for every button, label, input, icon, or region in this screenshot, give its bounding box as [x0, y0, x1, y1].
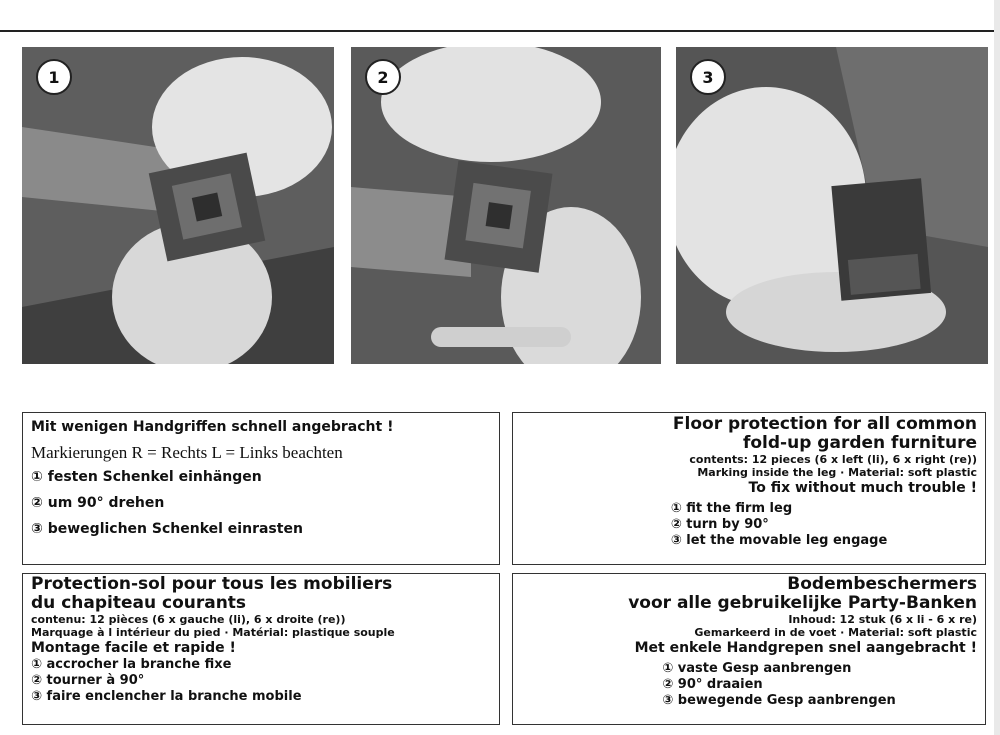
dutch-contents: Inhoud: 12 stuk (6 x li - 6 x re) — [788, 613, 977, 626]
english-steps — [671, 501, 888, 549]
german-title: Mit wenigen Handgriffen schnell angebracht ! — [31, 419, 394, 435]
french-step-1: ① accrocher la branche fixe — [31, 657, 232, 672]
english-subtitle: To fix without much trouble ! — [748, 480, 977, 496]
step-photo-3 — [676, 47, 988, 364]
english-step-3: ③ let the movable leg engage — [670, 533, 888, 548]
german-step-3: ③ beweglichen Schenkel einrasten — [31, 521, 303, 537]
french-contents: contenu: 12 pièces (6 x gauche (li), 6 x droite (re)) — [31, 613, 346, 626]
dutch-step-1: ① vaste Gesp aanbrengen — [662, 661, 852, 676]
dutch-subtitle: Met enkele Handgrepen snel aangebracht ! — [634, 640, 977, 656]
german-marking-note: Markierungen R = Rechts L = Links beachten — [31, 443, 343, 462]
step-number-3: 3 — [690, 59, 726, 95]
photo-3-illustration — [676, 47, 988, 364]
dutch-title-line-1: Bodembeschermers — [787, 574, 977, 594]
dutch-title-line-2: voor alle gebruikelijke Party-Banken — [628, 593, 977, 613]
dutch-steps — [662, 661, 896, 709]
english-contents: contents: 12 pieces (6 x left (li), 6 x right (re)) — [689, 453, 977, 466]
french-step-2: ② tourner à 90° — [31, 673, 145, 688]
french-instructions — [22, 573, 500, 725]
english-title-line-2: fold-up garden furniture — [742, 433, 977, 453]
french-title-line-2: du chapiteau courants — [31, 593, 247, 613]
step-number-2: 2 — [365, 59, 401, 95]
english-instructions — [512, 412, 986, 565]
german-instructions — [22, 412, 500, 565]
step-photo-1 — [22, 47, 334, 364]
french-marking: Marquage à l intérieur du pied · Matérial: plastique souple — [31, 626, 395, 639]
english-step-2: ② turn by 90° — [670, 517, 769, 532]
top-rule — [0, 30, 1000, 32]
step-number-1: 1 — [36, 59, 72, 95]
german-step-1: ① festen Schenkel einhängen — [31, 469, 262, 485]
english-title-line-1: Floor protection for all common — [672, 414, 977, 434]
french-steps — [31, 657, 491, 705]
page-edge — [994, 0, 1000, 735]
dutch-step-3: ③ bewegende Gesp aanbrengen — [662, 693, 896, 708]
photo-1-illustration — [22, 47, 334, 364]
english-step-1: ① fit the firm leg — [670, 501, 793, 516]
dutch-instructions — [512, 573, 986, 725]
dutch-marking: Gemarkeerd in de voet · Material: soft plastic — [694, 626, 977, 639]
english-marking: Marking inside the leg · Material: soft plastic — [697, 466, 977, 479]
french-subtitle: Montage facile et rapide ! — [31, 640, 236, 656]
photo-2-illustration — [351, 47, 661, 364]
dutch-step-2: ② 90° draaien — [662, 677, 763, 692]
french-title-line-1: Protection-sol pour tous les mobiliers — [31, 574, 393, 594]
german-step-2: ② um 90° drehen — [31, 495, 165, 511]
step-photo-2 — [351, 47, 661, 364]
french-step-3: ③ faire enclencher la branche mobile — [31, 689, 302, 704]
